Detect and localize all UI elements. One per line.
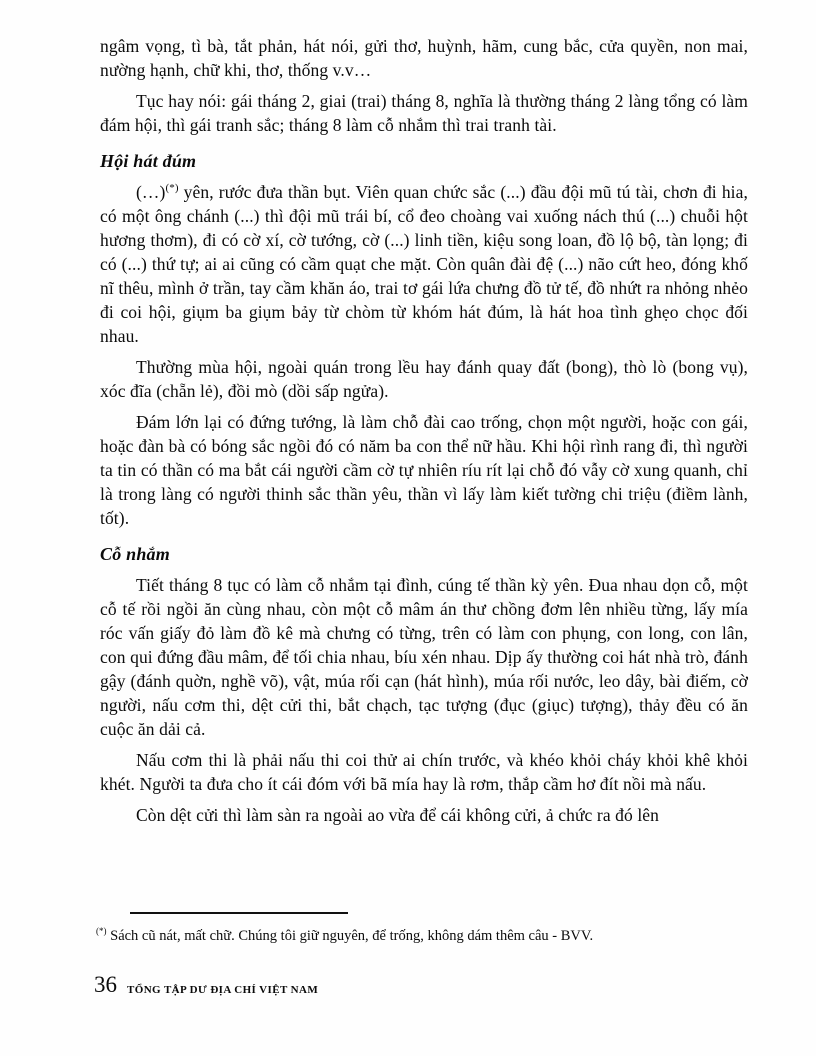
section-heading-hoi-hat-dum: Hội hát đúm [100, 151, 197, 171]
footnote-divider [130, 912, 348, 914]
page-footer [94, 972, 318, 998]
paragraph: Đám lớn lại có đứng tướng, là làm chỗ đài cao trống, chọn một người, hoặc con gái, hoặc đàn bà có bóng sắc ngồi đó có năm ba con thể nữ hầu. Khi hội rình rang đi, thì người ta tin có thần có ma bắt cái người cầm cờ tự nhiên ríu rít lại chỗ đó vẫy cờ xung quanh, chỉ là trong làng có người thinh sắc thần yêu, thần vì lấy làm kiết tường chi triệu (điềm lành, tốt). [100, 412, 748, 528]
page-number: 36 [94, 972, 117, 997]
paragraph [100, 180, 748, 348]
running-title: TỔNG TẬP DƯ ĐỊA CHÍ VIỆT NAM [127, 984, 319, 996]
footnote-marker-reference: (*) [165, 182, 179, 195]
paragraph-lead: (…) [136, 182, 166, 202]
paragraph: Thường mùa hội, ngoài quán trong lều hay đánh quay đất (bong), thò lò (bong vụ), xóc đĩa (chẵn lẻ), đồi mò (dồi sấp ngửa). [100, 357, 748, 401]
paragraph-text: yên, rước đưa thần bụt. Viên quan chức sắc (...) đầu đội mũ tú tài, chơn đi hia, có một ông chánh (...) thì đội mũ trái bí, cổ đeo choàng vai xuống nách thú (...) chuỗi hột hương thơm), đi có cờ xí, cờ tướng, cờ (...) linh tiền, kiệu song loan, đồ lộ bộ, tàn lọng; đi có (...) thứ tự; ai ai cũng có cầm quạt che mặt. Còn quân đài đệ (...) não cứt heo, đóng khố nĩ thêu, mình ở trần, tay cầm khăn áo, trai tơ gái lứa chưng đồ tử tế, đồ nhứt ra nhỏng nhẻo đi coi hội, giụm ba giụm bảy từ chòm từ khóm hát đúm, là hát hoa tình ghẹo chọc đối nhau. [100, 182, 748, 346]
footnote-marker: (*) [96, 926, 107, 936]
footnote [96, 921, 746, 946]
footnote-text: Sách cũ nát, mất chữ. Chúng tôi giữ nguyên, để trống, không dám thêm câu - BVV. [106, 927, 594, 944]
paragraph-continuation: ngâm vọng, tì bà, tắt phản, hát nói, gửi thơ, huỳnh, hãm, cung bắc, cửa quyền, non mai, nường hạnh, chữ khi, thơ, thống v.v… [100, 36, 748, 80]
paragraph: Tiết tháng 8 tục có làm cỗ nhắm tại đình, cúng tế thần kỳ yên. Đua nhau dọn cỗ, một cỗ tế rồi ngồi ăn cùng nhau, còn một cỗ mâm án thư chồng đơm lên nhiều từng, lấy mía róc vấn giấy đỏ làm đồ kê mà chưng có từng, trên có làm con phụng, con long, con lân, con qui đứng đầu mâm, để tối chia nhau, bíu xén nhau. Dịp ấy thường coi hát nhà trò, đánh gậy (đánh quờn, nghề võ), vật, múa rối cạn (hát hình), múa rối nước, leo dây, bài điếm, cờ người, nấu cơm thi, dệt cửi thi, bắt chạch, tạc tượng (đục (giục) tượng), thảy đều có ăn cuộc ăn dải cả. [100, 575, 748, 739]
paragraph: Nấu cơm thi là phải nấu thi coi thử ai chín trước, và khéo khỏi cháy khỏi khê khỏi khét. Người ta đưa cho ít cái đóm với bã mía hay là rơm, thắp cầm hơ đít nồi mà nấu. [100, 750, 748, 794]
paragraph: Còn dệt cửi thì làm sàn ra ngoài ao vừa để cái không cửi, ả chức ra đó lên [136, 805, 660, 825]
paragraph: Tục hay nói: gái tháng 2, giai (trai) tháng 8, nghĩa là thường tháng 2 làng tổng có làm đám hội, thì gái tranh sắc; tháng 8 làm cỗ nhắm thì trai tranh tài. [100, 91, 748, 135]
page-body [100, 34, 748, 834]
section-heading-co-nham: Cỗ nhắm [100, 544, 170, 564]
